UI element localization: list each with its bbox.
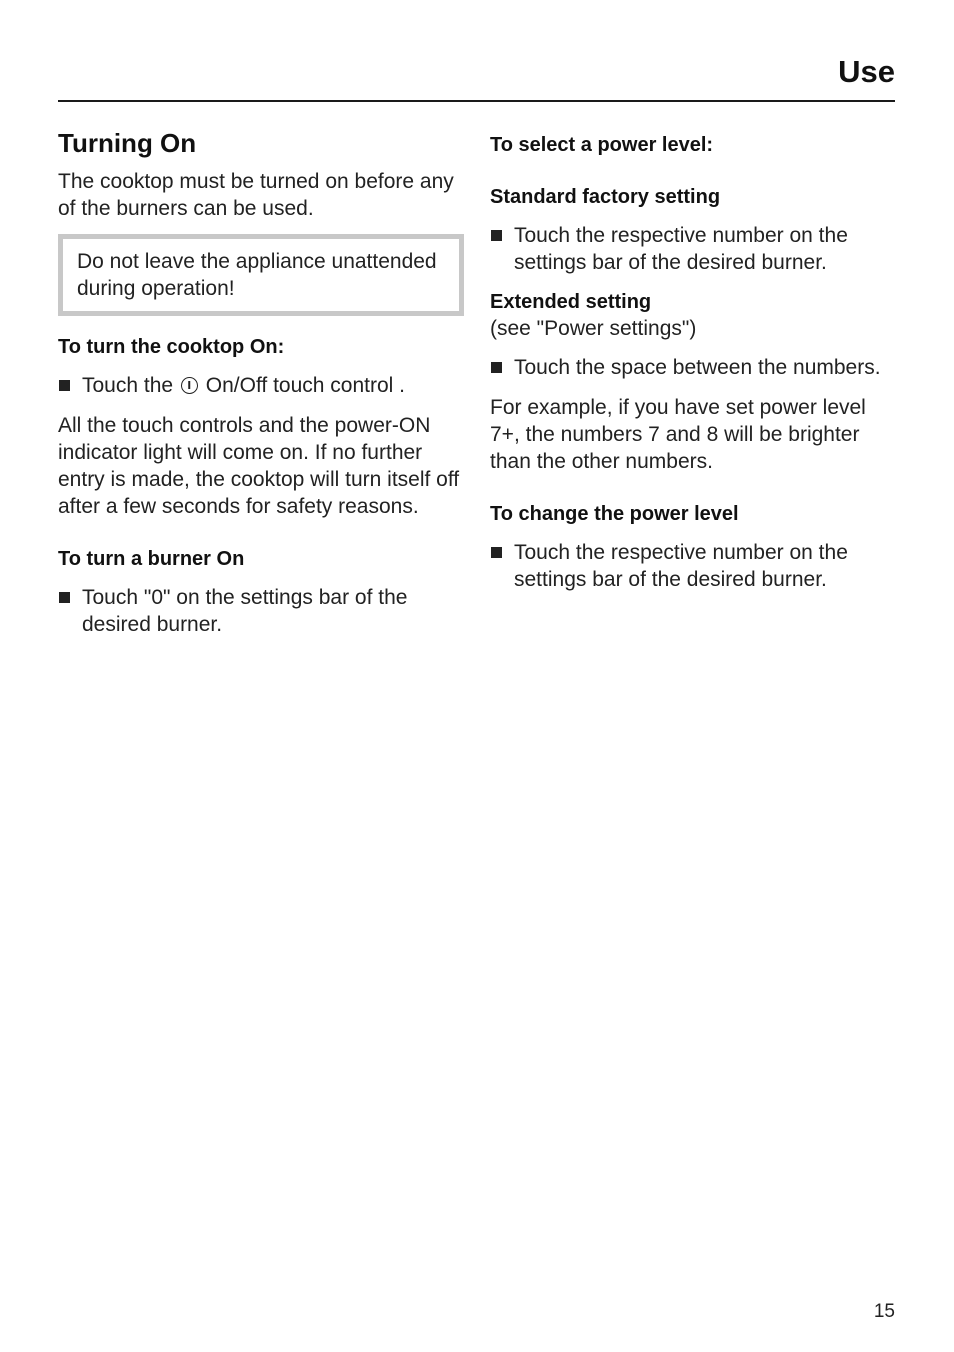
square-bullet-icon: [59, 592, 70, 603]
square-bullet-icon: [491, 362, 502, 373]
bullet-text: Touch the respective number on the settings bar of the desired burner.: [514, 224, 848, 274]
extended-setting-heading: Extended setting: [490, 291, 652, 313]
burner-on-heading: To turn a burner On: [58, 548, 245, 570]
turn-on-heading: To turn the cooktop On:: [58, 336, 285, 358]
bullet-text-prefix: Touch the: [82, 374, 174, 397]
page-header: [58, 48, 895, 102]
bullet-text: [82, 372, 464, 399]
section-title: Turning On: [58, 128, 197, 158]
bullet-item: [490, 539, 896, 593]
bullet-item: [490, 354, 896, 381]
bullet-text: Touch "0" on the settings bar of the desired burner.: [82, 586, 408, 636]
page-title: Use: [838, 54, 895, 89]
bullet-text-suffix: On/Off touch control .: [205, 374, 405, 397]
bullet-item: [490, 222, 896, 276]
power-icon: [181, 377, 198, 394]
standard-setting-heading: Standard factory setting: [490, 186, 721, 208]
square-bullet-icon: [491, 547, 502, 558]
extended-setting-reference: (see "Power settings"): [490, 317, 697, 340]
bullet-item: [58, 372, 464, 399]
square-bullet-icon: [59, 380, 70, 391]
intro-paragraph: The cooktop must be turned on before any of the burners can be used.: [58, 170, 454, 220]
example-paragraph: For example, if you have set power level 7+, the numbers 7 and 8 will be brighter than the other numbers.: [490, 396, 866, 473]
warning-note-box: [58, 234, 464, 316]
bullet-item: [58, 584, 464, 638]
turn-on-body: All the touch controls and the power-ON indicator light will come on. If no further entry is made, the cooktop will turn itself off after a few seconds for safety reasons.: [58, 414, 460, 518]
left-column: [58, 128, 464, 651]
change-power-heading: To change the power level: [490, 503, 739, 525]
right-column: [490, 128, 896, 606]
bullet-text: Touch the respective number on the settings bar of the desired burner.: [514, 541, 848, 591]
square-bullet-icon: [491, 230, 502, 241]
select-power-heading: To select a power level:: [490, 134, 714, 156]
bullet-text: Touch the space between the numbers.: [514, 356, 881, 379]
warning-note-text: Do not leave the appliance unattended during operation!: [77, 250, 437, 300]
page-number: 15: [873, 1301, 895, 1322]
